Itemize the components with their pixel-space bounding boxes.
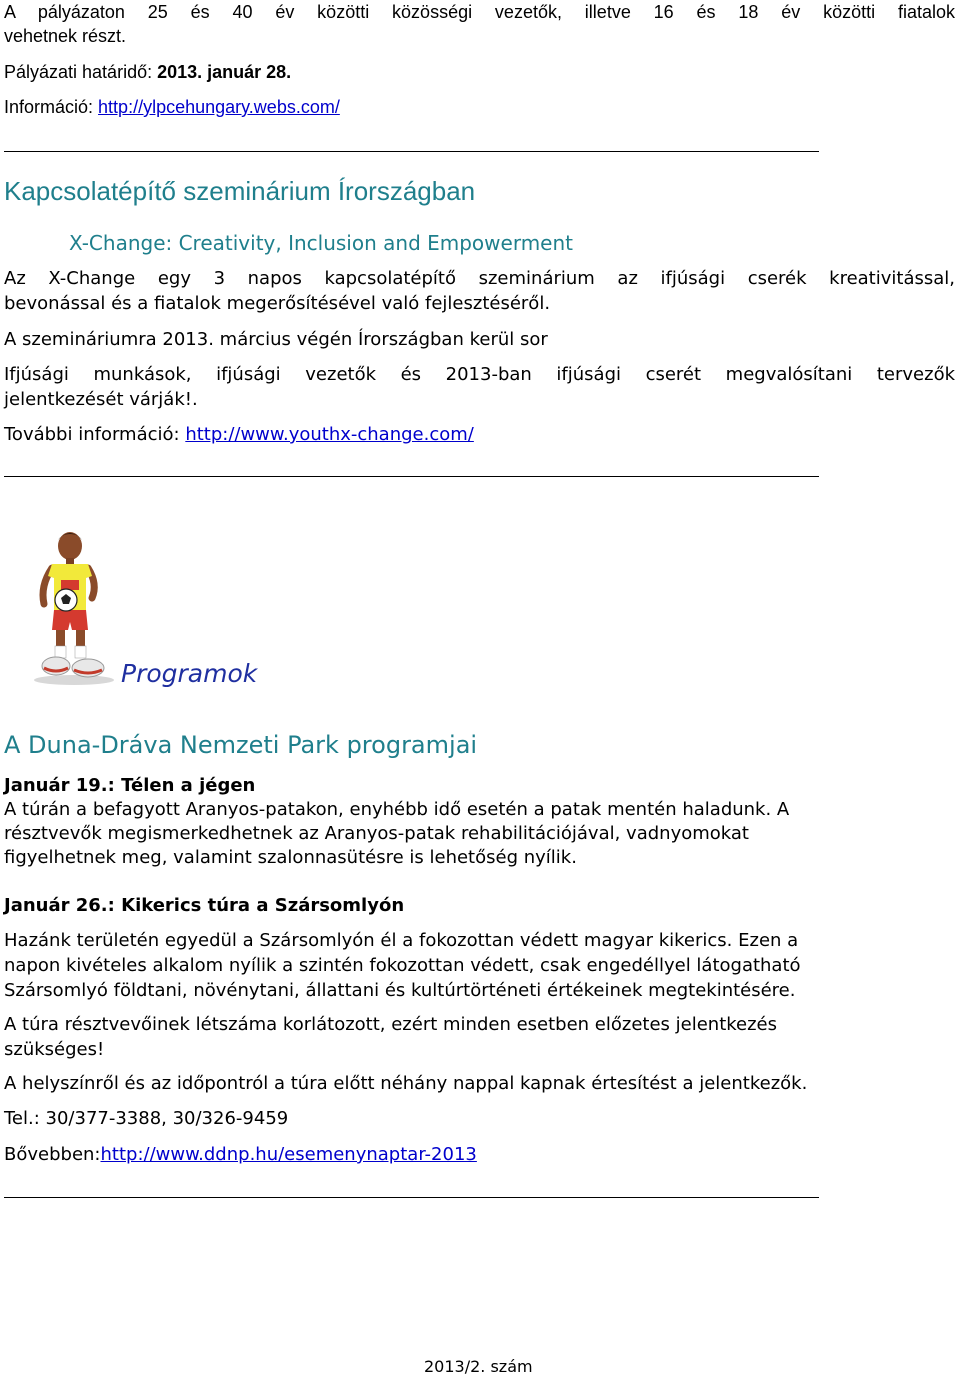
xchange-title: Kapcsolatépítő szeminárium Írországban: [4, 176, 476, 206]
event1-heading: [4, 775, 255, 796]
xchange-desc-line-1: Az X-Change egy 3 napos kapcsolatépítő szeminárium az ifjúsági cserék kreativitással,: [4, 268, 955, 289]
event2-more-label: Bővebben:: [4, 1144, 101, 1165]
event1-line-3: figyelhetnek meg, valamint szalonnasütésre is lehetőség nyílik.: [4, 847, 577, 868]
event2-p2-line-1: A túra résztvevőinek létszáma korlátozott, ezért minden esetben előzetes jelentkezés: [4, 1014, 778, 1035]
event2-more-link[interactable]: http://www.ddnp.hu/esemenynaptar-2013: [100, 1144, 477, 1165]
event1-line-1: A túrán a befagyott Aranyos-patakon, enyhébb idő esetén a patak mentén haladunk. A: [4, 799, 790, 820]
info-line: [4, 97, 340, 118]
issue-number: 2013/2. szám: [424, 1357, 533, 1376]
park-title: A Duna-Dráva Nemzeti Park programjai: [4, 731, 478, 759]
xchange-more-line: [4, 424, 474, 445]
info-link[interactable]: http://ylpcehungary.webs.com/: [98, 97, 340, 117]
xchange-date: A szemináriumra 2013. március végén Írországban kerül sor: [4, 329, 548, 350]
event2-p2-line-2: szükséges!: [4, 1039, 105, 1060]
event1-line-2: résztvevők megismerkedhetnek az Aranyos-patak rehabilitációjával, vadnyomokat: [4, 823, 749, 844]
deadline-label: Pályázati határidő:: [4, 62, 158, 82]
xchange-apply-line-2: jelentkezését várják!.: [4, 389, 198, 410]
info-label: Információ:: [4, 97, 99, 117]
xchange-desc-line-2: bevonással és a fiatalok megerősítésével való fejlesztéséről.: [4, 293, 551, 314]
deadline-value: 2013. január 28.: [157, 62, 292, 82]
event2-p1-line-1: Hazánk területén egyedül a Szársomlyón él a fokozottan védett magyar kikerics. Ezen a: [4, 930, 799, 951]
event2-p3: A helyszínről és az időpontról a túra előtt néhány nappal kapnak értesítést a jelentkezők.: [4, 1073, 808, 1094]
xchange-more-label: További információ:: [4, 424, 186, 445]
divider: [4, 1197, 819, 1198]
xchange-subtitle: X-Change: Creativity, Inclusion and Empowerment: [69, 231, 574, 255]
event2-more-line: [4, 1144, 477, 1165]
xchange-more-link[interactable]: http://www.youthx-change.com/: [185, 424, 474, 445]
event2-p1-line-2: napon kivételes alkalom nyílik a szintén fokozottan védett, csak engedéllyel látogatható: [4, 955, 801, 976]
event1-date: Január 19.: [4, 775, 108, 796]
event2-title: : Kikerics túra a Szársomlyón: [107, 895, 405, 916]
intro-line-2: vehetnek részt.: [4, 26, 127, 46]
intro-line-1: A pályázaton 25 és 40 év közötti közösségi vezetők, illetve 16 és 18 év közötti fiatalok: [4, 2, 955, 22]
event2-tel: Tel.: 30/377-3388, 30/326-9459: [4, 1108, 289, 1129]
event1-title: : Télen a jégen: [107, 775, 256, 796]
divider: [4, 151, 819, 152]
deadline-line: [4, 62, 291, 83]
event2-date: Január 26.: [4, 895, 108, 916]
event2-p1-line-3: Szársomlyó földtani, növénytani, állattani és kultúrtörténeti értékeinek megtekintésére.: [4, 980, 796, 1001]
xchange-apply-line-1: Ifjúsági munkások, ifjúsági vezetők és 2013-ban ifjúsági cserét megvalósítani tervezők: [4, 364, 955, 385]
event2-heading: [4, 895, 404, 916]
footballer-illustration: [22, 528, 118, 688]
programs-heading: Programok: [121, 659, 258, 688]
divider: [4, 476, 819, 477]
